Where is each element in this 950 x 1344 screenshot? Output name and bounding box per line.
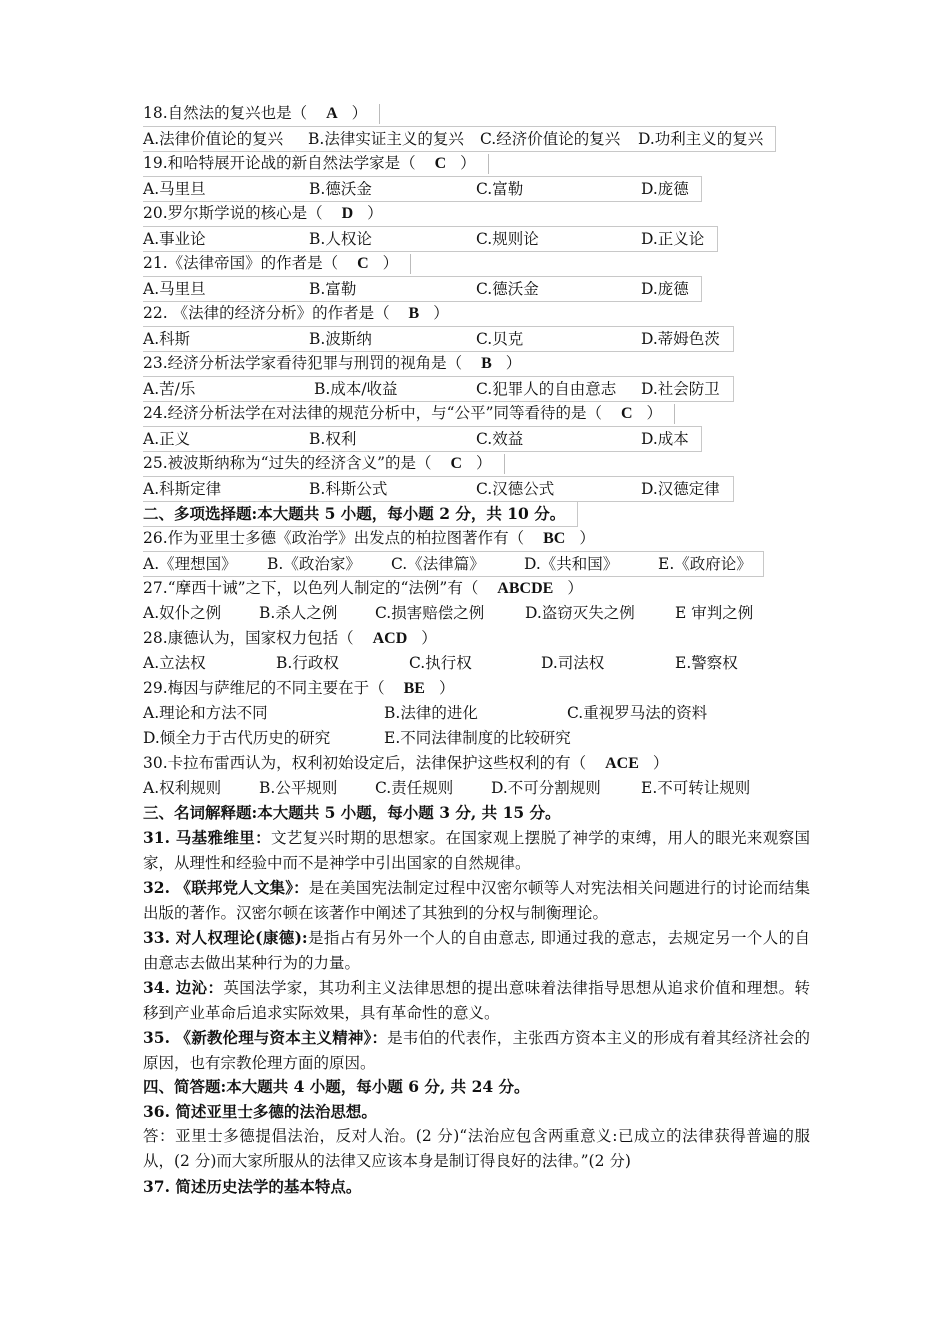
options-18	[143, 126, 776, 152]
option-d: D.成本	[641, 430, 689, 448]
option-e: E.不可转让规则	[641, 779, 751, 797]
question-text: 27.“摩西十诫”之下，以色列人制定的“法例”有（	[143, 579, 479, 597]
option-c: C.重视罗马法的资料	[567, 704, 708, 722]
option-a: A.奴仆之例	[143, 604, 222, 622]
options-30	[143, 776, 783, 800]
option-a: A.立法权	[143, 654, 206, 672]
answer: A	[326, 105, 338, 122]
section-heading-4: 四、简答题:本大题共 4 小题，每小题 6 分, 共 24 分。	[143, 1077, 530, 1096]
option-a: A.马里旦	[143, 280, 206, 298]
option-c: C.执行权	[409, 654, 472, 672]
option-d: D.《共和国》	[524, 555, 619, 573]
question-text: 22. 《法律的经济分析》的作者是（	[143, 304, 390, 322]
options-24	[143, 426, 702, 452]
question-37: 37. 简述历史法学的基本特点。	[143, 1177, 362, 1196]
field-marker	[410, 254, 411, 274]
option-c: C.犯罪人的自由意志	[476, 380, 617, 398]
options-28	[143, 651, 783, 675]
question-29: 29.梅因与萨维尼的不同主要在于（ BE ）	[143, 679, 455, 697]
options-25	[143, 476, 734, 502]
options-20	[143, 226, 718, 252]
option-b: B.波斯纳	[309, 330, 372, 348]
term-definition: 是指占有另外一个人的自由意志, 即通过我的意志，去规定另一个人的自由意志去做出某种行为的力量。	[143, 929, 810, 972]
question-text: 19.和哈特展开论战的新自然法学家是（	[143, 154, 416, 172]
option-a: A.科斯	[143, 330, 191, 348]
question-20: 20.罗尔斯学说的核心是（ D ）	[143, 204, 383, 222]
field-marker	[379, 104, 380, 124]
question-21: 21.《法律帝国》的作者是（ C ）	[143, 251, 411, 275]
option-b: B.公平规则	[259, 779, 338, 797]
option-c: C.贝克	[476, 330, 524, 348]
option-d: D.庞德	[641, 280, 689, 298]
option-d: D.司法权	[541, 654, 605, 672]
term-31: 31. 马基雅维里：文艺复兴时期的思想家。在国家观上摆脱了神学的束缚，用人的眼光来观察国家，从理性和经验中而不是神学中引出国家的自然规律。	[143, 828, 810, 872]
option-c: C.损害赔偿之例	[375, 604, 485, 622]
question-24: 24.经济分析法学在对法律的规范分析中，与“公平”同等看待的是（ C ）	[143, 401, 675, 425]
question-27: 27.“摩西十诫”之下，以色列人制定的“法例”有（ ABCDE ）	[143, 579, 583, 597]
options-22	[143, 326, 734, 352]
option-e: E 审判之例	[675, 604, 754, 622]
question-text: 29.梅因与萨维尼的不同主要在于（	[143, 679, 385, 697]
option-a: A.苦/乐	[143, 380, 196, 398]
option-a: A.权利规则	[143, 779, 222, 797]
option-d: D.汉德定律	[641, 480, 720, 498]
option-c: C.《法律篇》	[391, 555, 485, 573]
option-b: B.《政治家》	[267, 555, 361, 573]
term-definition: 英国法学家，其功利主义法律思想的提出意味着法律指导思想从追求价值和理想。转移到产业革命后追求实际效果，具有革命性的意义。	[143, 979, 810, 1022]
question-text: 21.《法律帝国》的作者是（	[143, 254, 339, 272]
question-18: 18.自然法的复兴也是（ A ）	[143, 101, 380, 125]
option-b: B.法律的进化	[384, 704, 478, 722]
term-34: 34. 边沁：英国法学家，其功利主义法律思想的提出意味着法律指导思想从追求价值和理想。转移到产业革命后追求实际效果，具有革命性的意义。	[143, 978, 810, 1022]
section-heading-3: 三、名词解释题:本大题共 5 小题，每小题 3 分, 共 15 分。	[143, 803, 561, 822]
option-d: D.庞德	[641, 180, 689, 198]
term-32: 32. 《联邦党人文集》：是在美国宪法制定过程中汉密尔顿等人对宪法相关问题进行的讨论而结集出版的著作。汉密尔顿在该著作中阐述了其独到的分权与制衡理论。	[143, 878, 810, 922]
term-title: 33. 对人权理论(康德)	[143, 928, 302, 947]
option-b: B.法律实证主义的复兴	[308, 130, 464, 148]
option-e: E.不同法律制度的比较研究	[384, 729, 571, 747]
option-b: B.杀人之例	[259, 604, 338, 622]
option-a: A.《理想国》	[143, 555, 237, 573]
options-23	[143, 376, 734, 402]
option-b: B.富勒	[309, 280, 357, 298]
option-a: A.事业论	[143, 230, 206, 248]
question-text: 24.经济分析法学在对法律的规范分析中，与“公平”同等看待的是（	[143, 404, 603, 422]
option-a: A.科斯定律	[143, 480, 222, 498]
option-c: C.德沃金	[476, 280, 539, 298]
option-a: A.马里旦	[143, 180, 206, 198]
option-d: D.社会防卫	[641, 380, 720, 398]
field-marker	[488, 154, 489, 174]
question-30: 30.卡拉布雷西认为，权利初始设定后，法律保护这些权利的有（ ACE ）	[143, 754, 669, 772]
option-c: C.责任规则	[375, 779, 454, 797]
term-title: 34. 边沁	[143, 978, 208, 997]
option-c: C.汉德公式	[476, 480, 555, 498]
question-26: 26.作为亚里士多德《政治学》出发点的柏拉图著作有（ BC ）	[143, 529, 595, 547]
question-23: 23.经济分析法学家看待犯罪与刑罚的视角是（ B ）	[143, 354, 522, 372]
option-d: D.正义论	[641, 230, 705, 248]
option-a: A.法律价值论的复兴	[143, 130, 284, 148]
option-b: B.权利	[309, 430, 357, 448]
option-c: C.经济价值论的复兴	[480, 130, 621, 148]
option-c: C.效益	[476, 430, 524, 448]
option-a: A.正义	[143, 430, 191, 448]
options-21	[143, 276, 702, 302]
option-c: C.富勒	[476, 180, 524, 198]
option-d: D.盗窃灭失之例	[525, 604, 635, 622]
answer: ACE	[605, 755, 639, 772]
answer: ABCDE	[497, 580, 554, 597]
answer: BE	[403, 680, 425, 697]
question-text: 26.作为亚里士多德《政治学》出发点的柏拉图著作有（	[143, 529, 525, 547]
option-e: E.警察权	[675, 654, 738, 672]
term-definition: 文艺复兴时期的思想家。在国家观上摆脱了神学的束缚，用人的眼光来观察国家，从理性和经验中而不是神学中引出国家的自然规律。	[143, 829, 810, 872]
answer: C	[434, 155, 447, 172]
answer: C	[620, 405, 633, 422]
question-25: 25.被波斯纳称为“过失的经济含义”的是（ C ）	[143, 451, 505, 475]
question-text: 30.卡拉布雷西认为，权利初始设定后，法律保护这些权利的有（	[143, 754, 587, 772]
answer: BC	[543, 530, 566, 547]
option-b: B.德沃金	[309, 180, 372, 198]
options-26	[143, 551, 764, 577]
answer-36: 答：亚里士多德提倡法治，反对人治。(2 分)“法治应包含两重意义:已成立的法律获得普遍的服从，(2 分)而大家所服从的法律又应该本身是制订得良好的法律。”(2 分)	[143, 1127, 810, 1170]
answer: C	[450, 455, 462, 472]
options-29-row2	[143, 726, 783, 750]
question-36: 36. 简述亚里士多德的法治思想。	[143, 1102, 377, 1121]
option-d: D.倾全力于古代历史的研究	[143, 729, 331, 747]
option-d: D.功利主义的复兴	[638, 130, 764, 148]
term-title: 32. 《联邦党人文集》	[143, 878, 294, 897]
question-19: 19.和哈特展开论战的新自然法学家是（ C ）	[143, 151, 489, 175]
field-marker	[674, 404, 675, 424]
options-29-row1	[143, 701, 783, 725]
question-28: 28.康德认为，国家权力包括（ ACD ）	[143, 629, 437, 647]
question-text: 28.康德认为，国家权力包括（	[143, 629, 354, 647]
option-d: D.不可分割规则	[491, 779, 601, 797]
term-33: 33. 对人权理论(康德):是指占有另外一个人的自由意志, 即通过我的意志，去规定另一个人的自由意志去做出某种行为的力量。	[143, 928, 810, 972]
field-marker	[504, 454, 505, 474]
answer: C	[357, 255, 369, 272]
answer: B	[481, 355, 492, 372]
option-b: B.科斯公式	[309, 480, 388, 498]
option-a: A.理论和方法不同	[143, 704, 268, 722]
option-b: B.行政权	[276, 654, 339, 672]
option-d: D.蒂姆色茨	[641, 330, 720, 348]
section-heading-2: 二、多项选择题:本大题共 5 小题，每小题 2 分，共 10 分。	[143, 501, 578, 527]
question-22: 22. 《法律的经济分析》的作者是（ B ）	[143, 304, 449, 322]
term-title: 31. 马基雅维里	[143, 828, 256, 847]
question-text: 20.罗尔斯学说的核心是（	[143, 204, 323, 222]
term-title: 35. 《新教伦理与资本主义精神》	[143, 1028, 372, 1047]
term-definition: 是在美国宪法制定过程中汉密尔顿等人对宪法相关问题进行的讨论而结集出版的著作。汉密尔顿在该著作中阐述了其独到的分权与制衡理论。	[143, 879, 810, 922]
options-27	[143, 601, 783, 625]
question-text: 25.被波斯纳称为“过失的经济含义”的是（	[143, 454, 432, 472]
answer: D	[341, 205, 354, 222]
answer: B	[408, 305, 420, 322]
question-text: 23.经济分析法学家看待犯罪与刑罚的视角是（	[143, 354, 463, 372]
option-b: B.成本/收益	[314, 380, 398, 398]
option-c: C.规则论	[476, 230, 539, 248]
question-text: 18.自然法的复兴也是（	[143, 104, 308, 122]
answer: ACD	[372, 630, 408, 647]
term-definition: 是韦伯的代表作，主张西方资本主义的形成有着其经济社会的原因，也有宗教伦理方面的原因。	[143, 1029, 810, 1072]
term-35: 35. 《新教伦理与资本主义精神》：是韦伯的代表作，主张西方资本主义的形成有着其经济社会的原因，也有宗教伦理方面的原因。	[143, 1028, 810, 1072]
options-19	[143, 176, 702, 202]
option-b: B.人权论	[309, 230, 372, 248]
option-e: E.《政府论》	[658, 555, 752, 573]
